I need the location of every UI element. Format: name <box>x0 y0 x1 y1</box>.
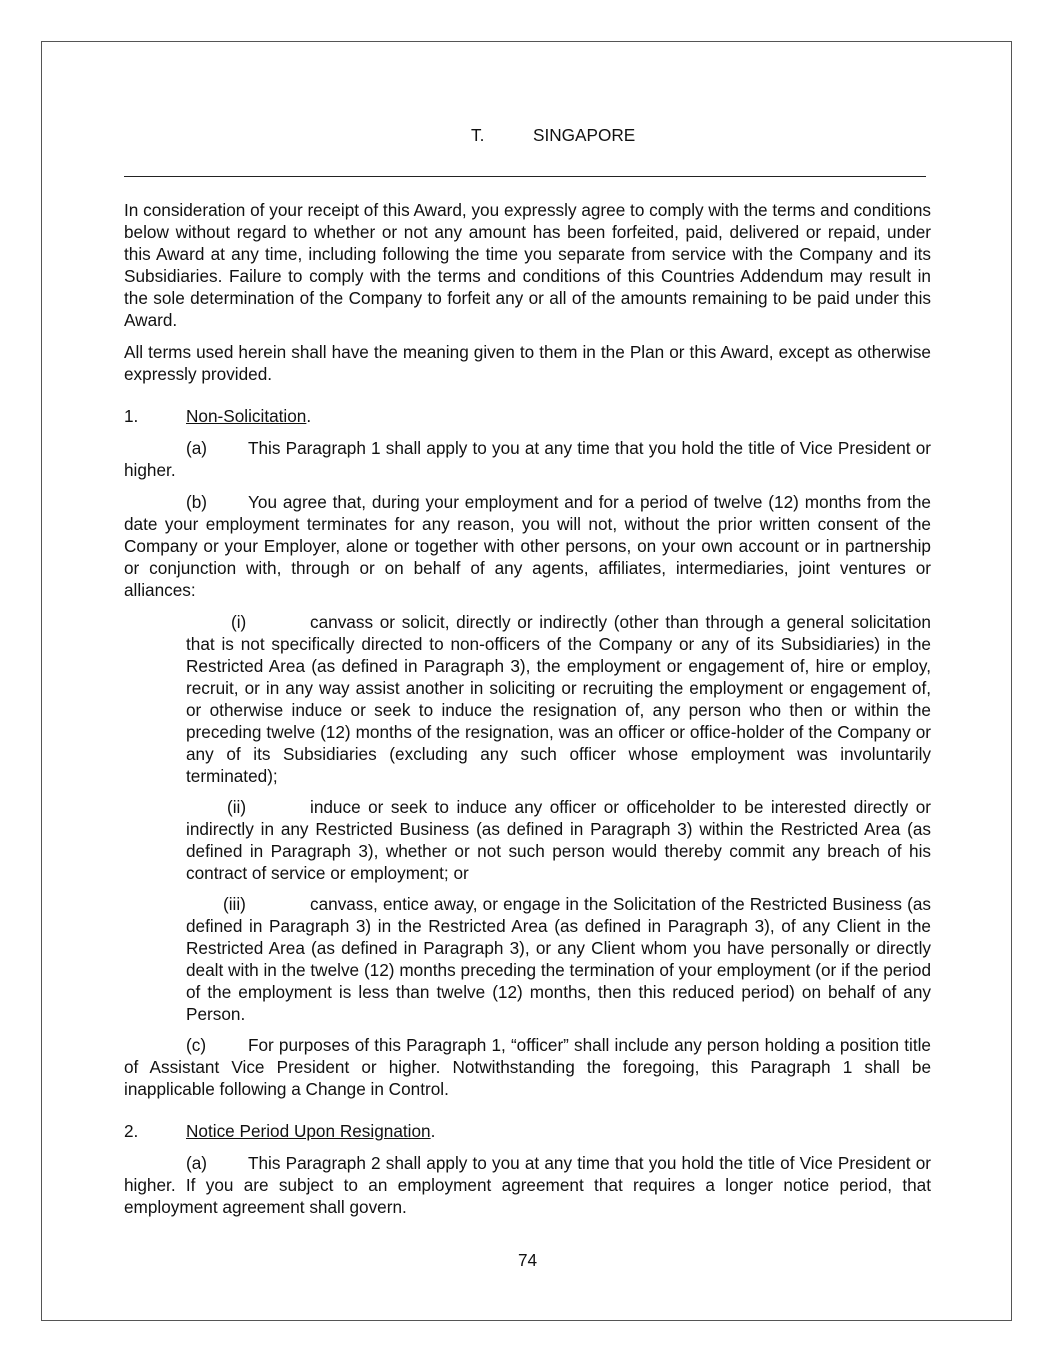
section-1-number: 1. <box>124 406 139 426</box>
section-1-title: Non-Solicitation <box>186 406 307 426</box>
section-1b-i-label: (i) <box>231 612 247 632</box>
section-1a <box>124 437 931 481</box>
heading-number: T. <box>471 125 485 145</box>
section-1b-ii-text: induce or seek to induce any officer or officeholder to be interested directly or indirectly in any Restricted Business (as defined in Paragraph 3) within the Restricted Area (as defined in Paragraph 3), whether or not such person would thereby commit any breach of his contract of service or employment; or <box>186 797 931 883</box>
section-1b-text: You agree that, during your employment and for a period of twelve (12) months from the date your employment terminates for any reason, you will not, without the prior written consent of the Company or your Employer, alone or together with other persons, on your own account or in partnership or conjunction with, through or on behalf of any agents, affiliates, intermediaries, joint ventures or alliances: <box>124 492 931 600</box>
section-1a-label: (a) <box>186 438 208 458</box>
section-2a-label: (a) <box>186 1153 208 1173</box>
section-1b-iii-label: (iii) <box>223 894 246 914</box>
section-1c-text: For purposes of this Paragraph 1, “officer” shall include any person holding a position title of Assistant Vice President or higher. Notwithstanding the foregoing, this Paragraph 1 shall be inapplicable following a Change in Control. <box>124 1035 931 1099</box>
section-1b-ii-label: (ii) <box>227 797 247 817</box>
section-1a-text: This Paragraph 1 shall apply to you at any time that you hold the title of Vice President or higher. <box>124 438 931 480</box>
section-1b-i-text: canvass or solicit, directly or indirectly (other than through a general solicitation that is not specifically directed to non-officers of the Company or any of its Subsidiaries) in the Restricted Area (as defined in Paragraph 3), the employment or engagement of, hire or employ, recruit, or in any way assist another in soliciting or recruiting the employment or engagement of, or otherwise induce or seek to induce the resignation of, any person who then or within the preceding twelve (12) months of the resignation, was an officer or office-holder of the Company or any of its Subsidiaries (excluding any such officer whose employment was involuntarily terminated); <box>186 612 931 786</box>
heading-rule <box>124 176 926 177</box>
section-1b-iii <box>186 893 931 1025</box>
section-1b-ii <box>186 796 931 884</box>
section-1c <box>124 1034 931 1100</box>
section-2a <box>124 1152 931 1218</box>
section-1b <box>124 491 931 601</box>
section-1-heading: 1. Non-Solicitation. <box>124 406 312 426</box>
section-1c-label: (c) <box>186 1035 207 1055</box>
intro-paragraph-1: In consideration of your receipt of this Award, you expressly agree to comply with the terms and conditions below without regard to whether or not any amount has been forfeited, paid, delivered or repaid, under this Award at any time, including following the time you separate from service with the Company and its Subsidiaries. Failure to comply with the terms and conditions of this Countries Addendum may result in the sole determination of the Company to forfeit any or all of the amounts remaining to be paid under this Award. <box>124 200 931 330</box>
heading-title: SINGAPORE <box>533 125 636 145</box>
page-heading <box>471 124 635 146</box>
section-1b-i <box>186 611 931 787</box>
section-2-title: Notice Period Upon Resignation <box>186 1121 431 1141</box>
page-number: 74 <box>517 1250 538 1270</box>
intro-paragraph-2: All terms used herein shall have the meaning given to them in the Plan or this Award, except as otherwise expressly provided. <box>124 342 931 384</box>
section-2-heading: 2. Notice Period Upon Resignation. <box>124 1121 436 1141</box>
section-1b-iii-text: canvass, entice away, or engage in the Solicitation of the Restricted Business (as defined in Paragraph 3) in the Restricted Area (as defined in Paragraph 3), of any Client in the Restricted Area (as defined in Paragraph 3), or any Client whom you have personally or directly dealt with in the twelve (12) months preceding the termination of your employment (or if the period of the employment is less than twelve (12) months, then this reduced period) on behalf of any Person. <box>186 894 931 1024</box>
section-2-number: 2. <box>124 1121 139 1141</box>
section-2a-text: This Paragraph 2 shall apply to you at any time that you hold the title of Vice President or higher. If you are subject to an employment agreement that requires a longer notice period, that employment agreement shall govern. <box>124 1153 931 1217</box>
section-1b-label: (b) <box>186 492 208 512</box>
